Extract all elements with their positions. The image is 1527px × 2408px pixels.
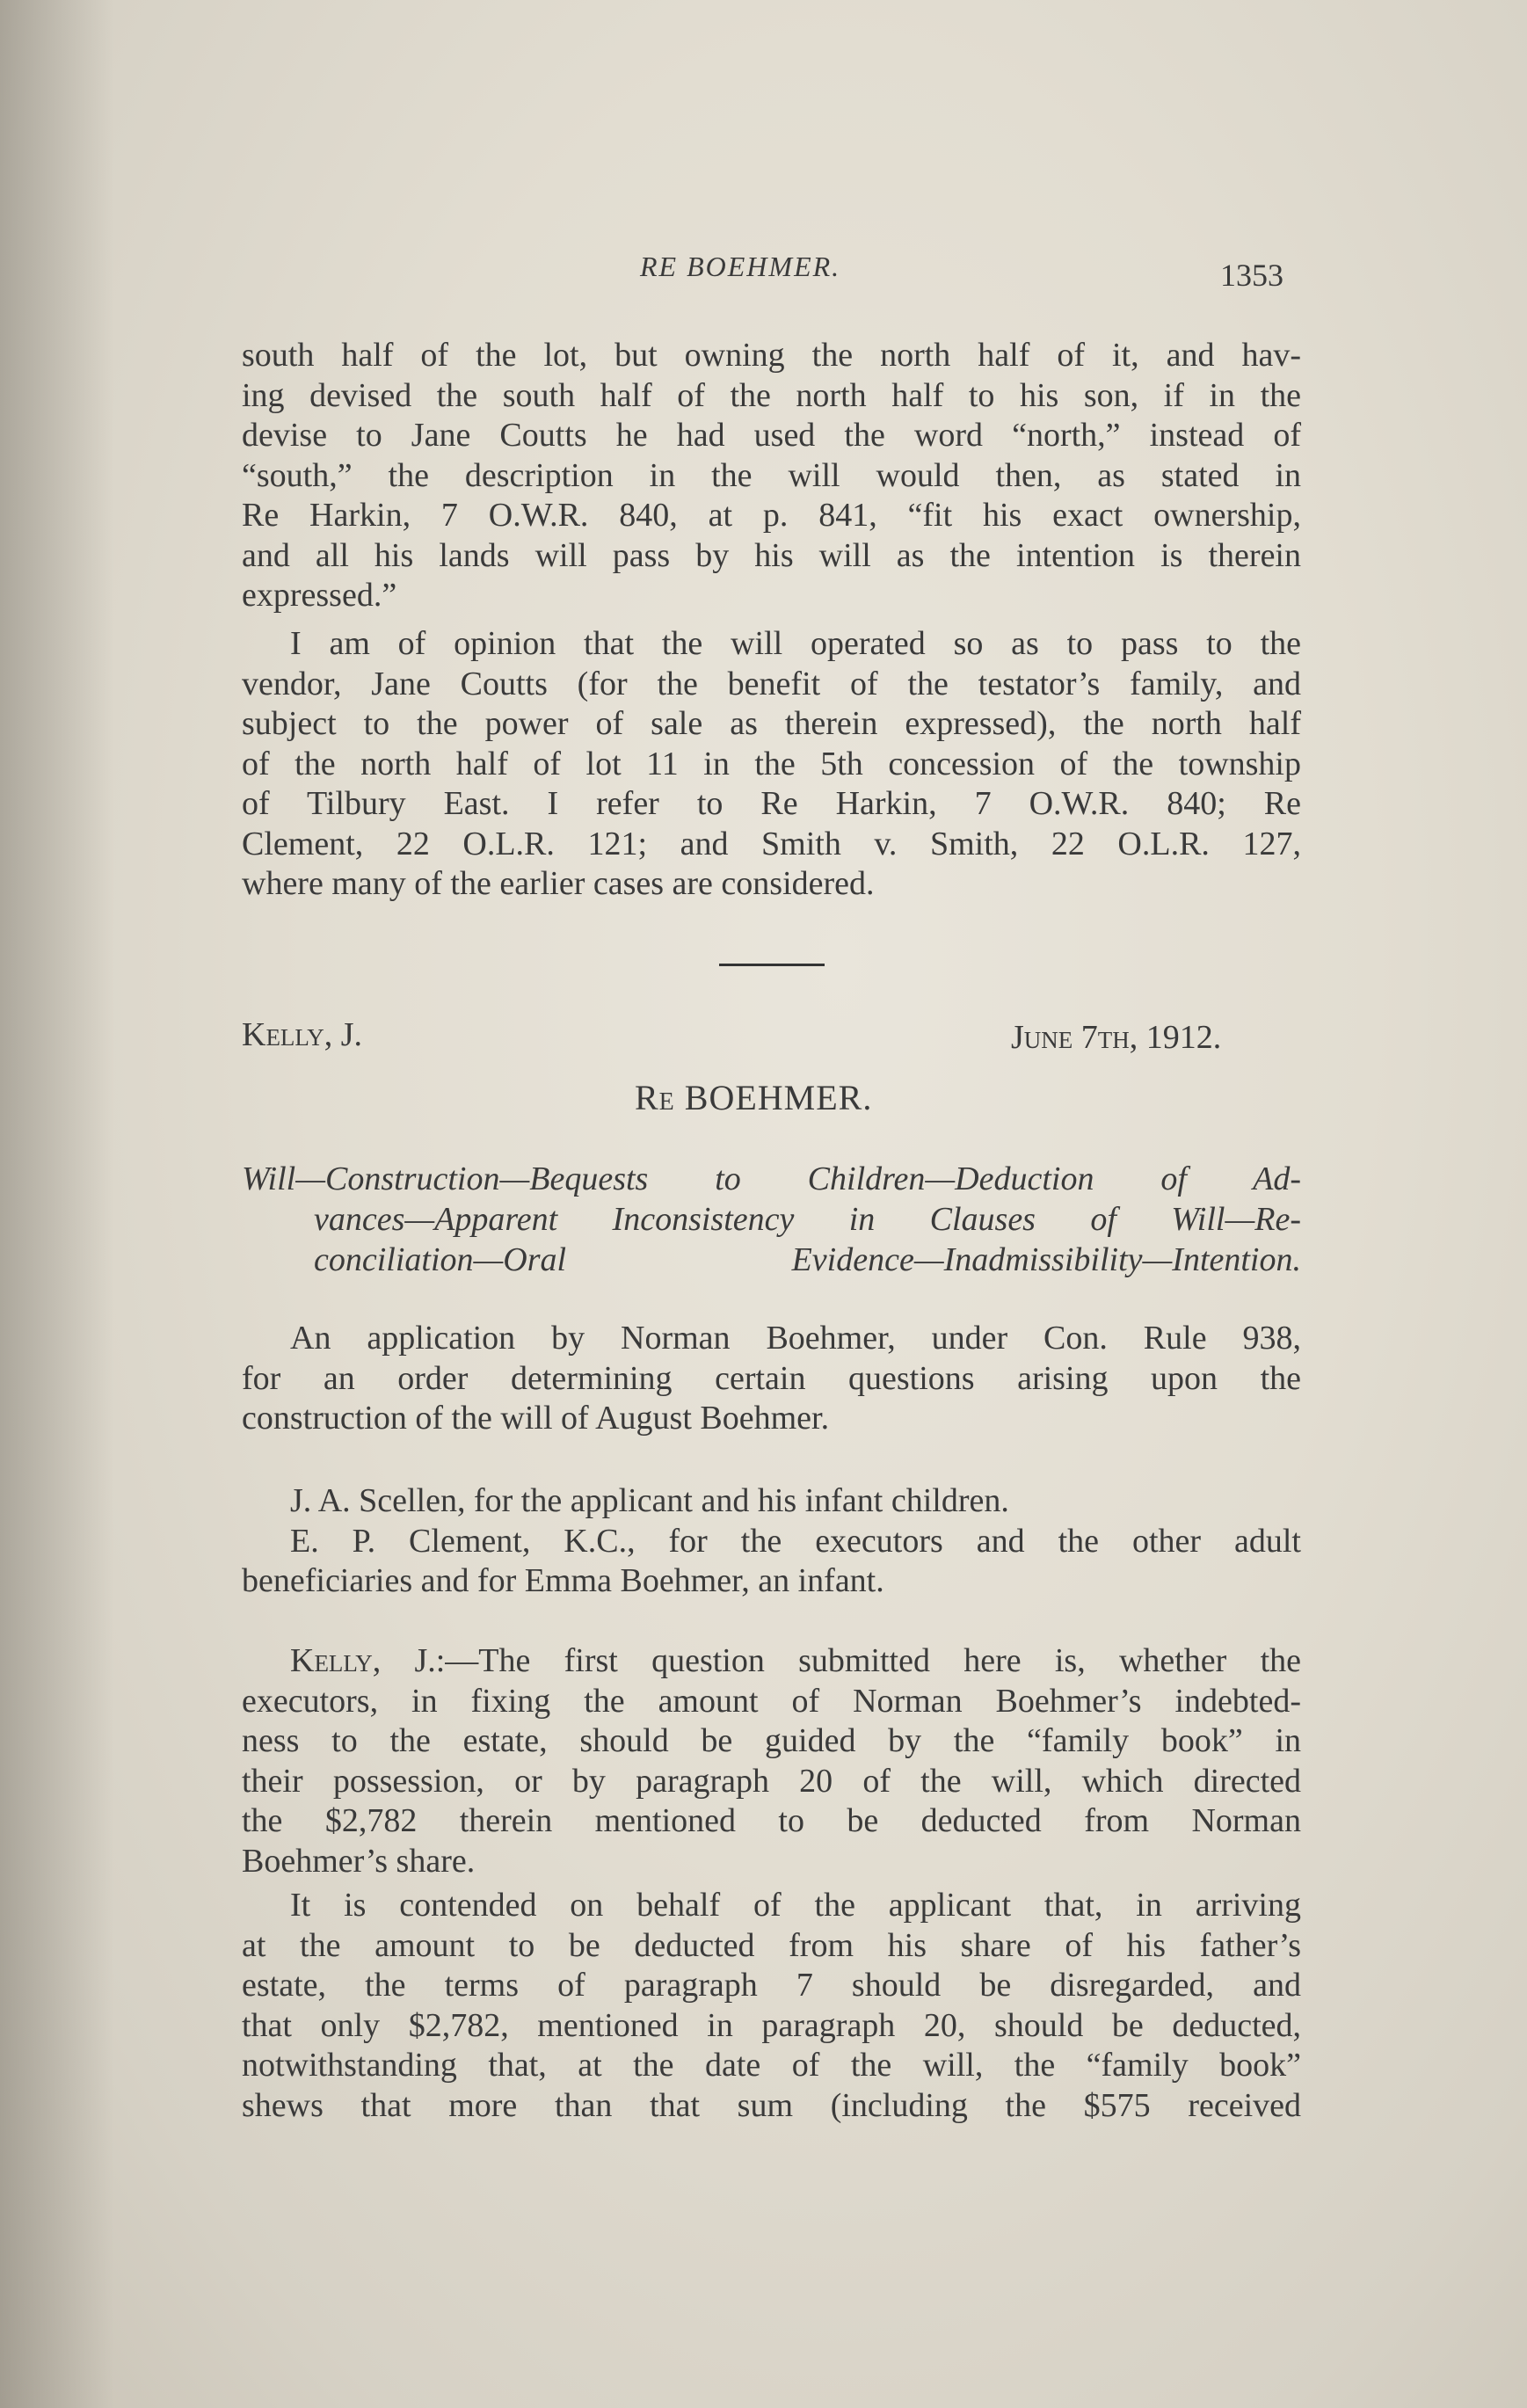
text-line xyxy=(242,1641,1301,1682)
judge-name: Kelly, J. xyxy=(242,1016,363,1053)
text-line: and all his lands will pass by his will as the intention is therein xyxy=(242,536,1301,574)
headnote-line: conciliation—Oral Evidence—Inadmissibility—Intention. xyxy=(314,1241,1301,1278)
text-line: ing devised the south half of the north half to his son, if in the xyxy=(242,376,1301,414)
application-paragraph xyxy=(242,1319,1301,1439)
text-line: It is contended on behalf of the applicant that, in arriving xyxy=(290,1887,1301,1924)
text-line: where many of the earlier cases are considered. xyxy=(242,865,875,902)
decision-date: June 7th, 1912. xyxy=(1011,1019,1222,1056)
running-head: RE BOEHMER. xyxy=(640,251,841,282)
judgment-paragraph-2 xyxy=(242,1886,1301,2126)
text-line: executors, in fixing the amount of Norman Boehmer’s indebted- xyxy=(242,1682,1301,1720)
text-line: their possession, or by paragraph 20 of the will, which directed xyxy=(242,1762,1301,1800)
continuation-paragraph xyxy=(242,336,1301,616)
text-line: Re Harkin, 7 O.W.R. 840, at p. 841, “fit his exact ownership, xyxy=(242,497,1301,534)
text-line: estate, the terms of paragraph 7 should be disregarded, and xyxy=(242,1967,1301,2004)
text-line: E. P. Clement, K.C., for the executors and the other adult xyxy=(290,1522,1301,1560)
text-line: beneficiaries and for Emma Boehmer, an infant. xyxy=(242,1562,884,1599)
headnote xyxy=(242,1159,1301,1280)
text-line: the $2,782 therein mentioned to be deducted from Norman xyxy=(242,1802,1301,1839)
text-line: at the amount to be deducted from his share of his father’s xyxy=(242,1926,1301,1964)
section-divider xyxy=(719,964,825,966)
case-title xyxy=(635,1077,872,1118)
text-line: J. A. Scellen, for the applicant and his infant children. xyxy=(290,1482,1009,1519)
text-line: south half of the lot, but owning the north half of it, and hav- xyxy=(242,337,1301,374)
opinion-paragraph xyxy=(242,624,1301,905)
text-line: Boehmer’s share. xyxy=(242,1842,476,1880)
text-line: of Tilbury East. I refer to Re Harkin, 7 O.W.R. 840; Re xyxy=(242,785,1301,822)
page-number: 1353 xyxy=(1220,258,1283,293)
text-line: vendor, Jane Coutts (for the benefit of the testator’s family, and xyxy=(242,665,1301,702)
text-line: expressed.” xyxy=(242,577,397,614)
headnote-line: vances—Apparent Inconsistency in Clauses of Will—Re- xyxy=(314,1201,1301,1238)
text-line: construction of the will of August Boehmer. xyxy=(242,1400,830,1437)
text-line: shews that more than that sum (including the $575 received xyxy=(242,2086,1301,2124)
text-line: ness to the estate, should be guided by the “family book” in xyxy=(242,1722,1301,1759)
counsel-paragraph xyxy=(242,1481,1301,1602)
text-line: notwithstanding that, at the date of the will, the “family book” xyxy=(242,2047,1301,2084)
text-line: that only $2,782, mentioned in paragraph 20, should be deducted, xyxy=(242,2006,1301,2044)
text-line: for an order determining certain questions arising upon the xyxy=(242,1359,1301,1397)
text-line: Clement, 22 O.L.R. 121; and Smith v. Smith, 22 O.L.R. 127, xyxy=(242,825,1301,862)
judgment-paragraph-1 xyxy=(242,1641,1301,1881)
text-line: I am of opinion that the will operated so as to pass to the xyxy=(290,625,1301,662)
text-line: “south,” the description in the will would then, as stated in xyxy=(242,456,1301,494)
headnote-line: Will—Construction—Bequests to Children—Deduction of Ad- xyxy=(242,1160,1301,1197)
text-line: An application by Norman Boehmer, under Con. Rule 938, xyxy=(290,1320,1301,1357)
text-line: devise to Jane Coutts he had used the word “north,” instead of xyxy=(242,417,1301,454)
judge-label: Kelly, J. xyxy=(290,1642,436,1679)
gutter-shadow xyxy=(0,0,114,2408)
text-line: subject to the power of sale as therein expressed), the north half xyxy=(242,705,1301,742)
judgment-first-line: :—The first question submitted here is, whether the xyxy=(435,1642,1301,1679)
case-title-text: Re BOEHMER. xyxy=(635,1078,873,1117)
text-line: of the north half of lot 11 in the 5th concession of the township xyxy=(242,745,1301,782)
